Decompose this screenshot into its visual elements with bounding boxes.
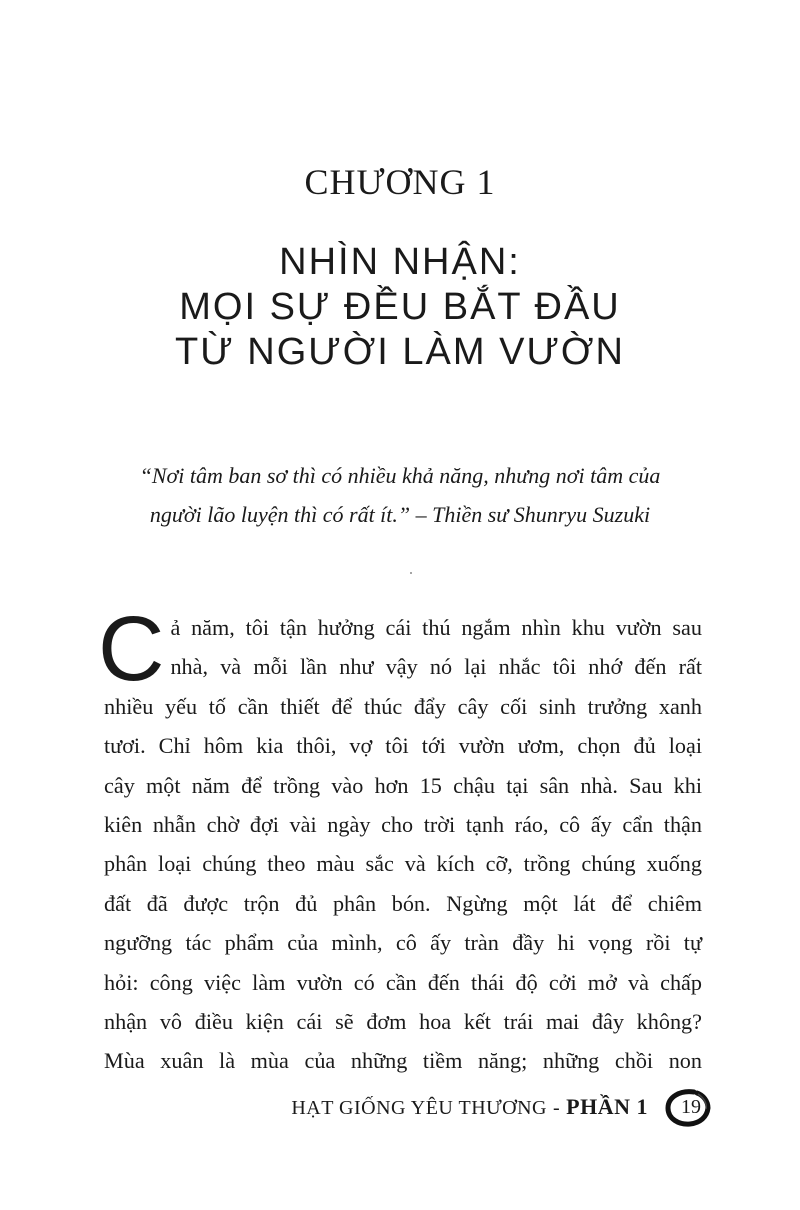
page-number-badge bbox=[664, 1088, 712, 1128]
ornament-dot bbox=[410, 572, 412, 574]
body-text bbox=[98, 598, 702, 1081]
body-line: nhận vô điều kiện cái sẽ đơm hoa kết trái mai đây không? bbox=[104, 1009, 702, 1035]
body-line: phân loại chúng theo màu sắc và kích cỡ, trồng chúng xuống bbox=[104, 851, 702, 877]
chapter-title-line: NHÌN NHẬN: bbox=[279, 241, 521, 283]
footer-separator: - bbox=[553, 1097, 561, 1119]
page-number: 19 bbox=[681, 1096, 701, 1118]
chapter-title bbox=[0, 240, 800, 375]
quote-line: người lão luyện thì có rất ít.” – Thiền sư Shunryu Suzuki bbox=[149, 502, 651, 527]
epigraph-quote bbox=[60, 456, 740, 534]
chapter-label: CHƯƠNG 1 bbox=[304, 162, 496, 202]
body-line: tươi. Chỉ hôm kia thôi, vợ tôi tới vườn ươm, chọn đủ loại bbox=[104, 733, 702, 759]
drop-cap: C bbox=[98, 598, 165, 700]
body-line: Mùa xuân là mùa của những tiềm năng; những chồi non bbox=[104, 1048, 702, 1074]
running-footer bbox=[291, 1094, 648, 1120]
body-line: nhiều yếu tố cần thiết để thúc đẩy cây cối sinh trưởng xanh bbox=[104, 693, 702, 719]
chapter-title-line: MỌI SỰ ĐỀU BẮT ĐẦU bbox=[179, 286, 621, 328]
body-line: cây một năm để trồng vào hơn 15 chậu tại sân nhà. Sau khi bbox=[104, 772, 702, 798]
body-line: ả năm, tôi tận hưởng cái thú ngắm nhìn khu vườn sau bbox=[170, 615, 702, 640]
part-label: PHẦN 1 bbox=[566, 1094, 648, 1119]
book-title: HẠT GIỐNG YÊU THƯƠNG bbox=[291, 1097, 547, 1119]
body-line: đất đã được trộn đủ phân bón. Ngừng một lát để chiêm bbox=[104, 890, 702, 916]
chapter-title-line: TỪ NGƯỜI LÀM VƯỜN bbox=[175, 331, 625, 373]
body-line: nhà, và mỗi lần như vậy nó lại nhắc tôi nhớ đến rất bbox=[170, 654, 702, 680]
quote-line: “Nơi tâm ban sơ thì có nhiều khả năng, nhưng nơi tâm của bbox=[139, 463, 661, 488]
body-line: ngưỡng tác phẩm của mình, cô ấy tràn đầy hi vọng rồi tự bbox=[104, 930, 702, 956]
body-line: kiên nhẫn chờ đợi vài ngày cho trời tạnh ráo, cô ấy cẩn thận bbox=[104, 812, 702, 838]
page-footer bbox=[0, 1088, 800, 1128]
body-line: hỏi: công việc làm vườn có cần đến thái độ cởi mở và chấp bbox=[104, 969, 702, 995]
